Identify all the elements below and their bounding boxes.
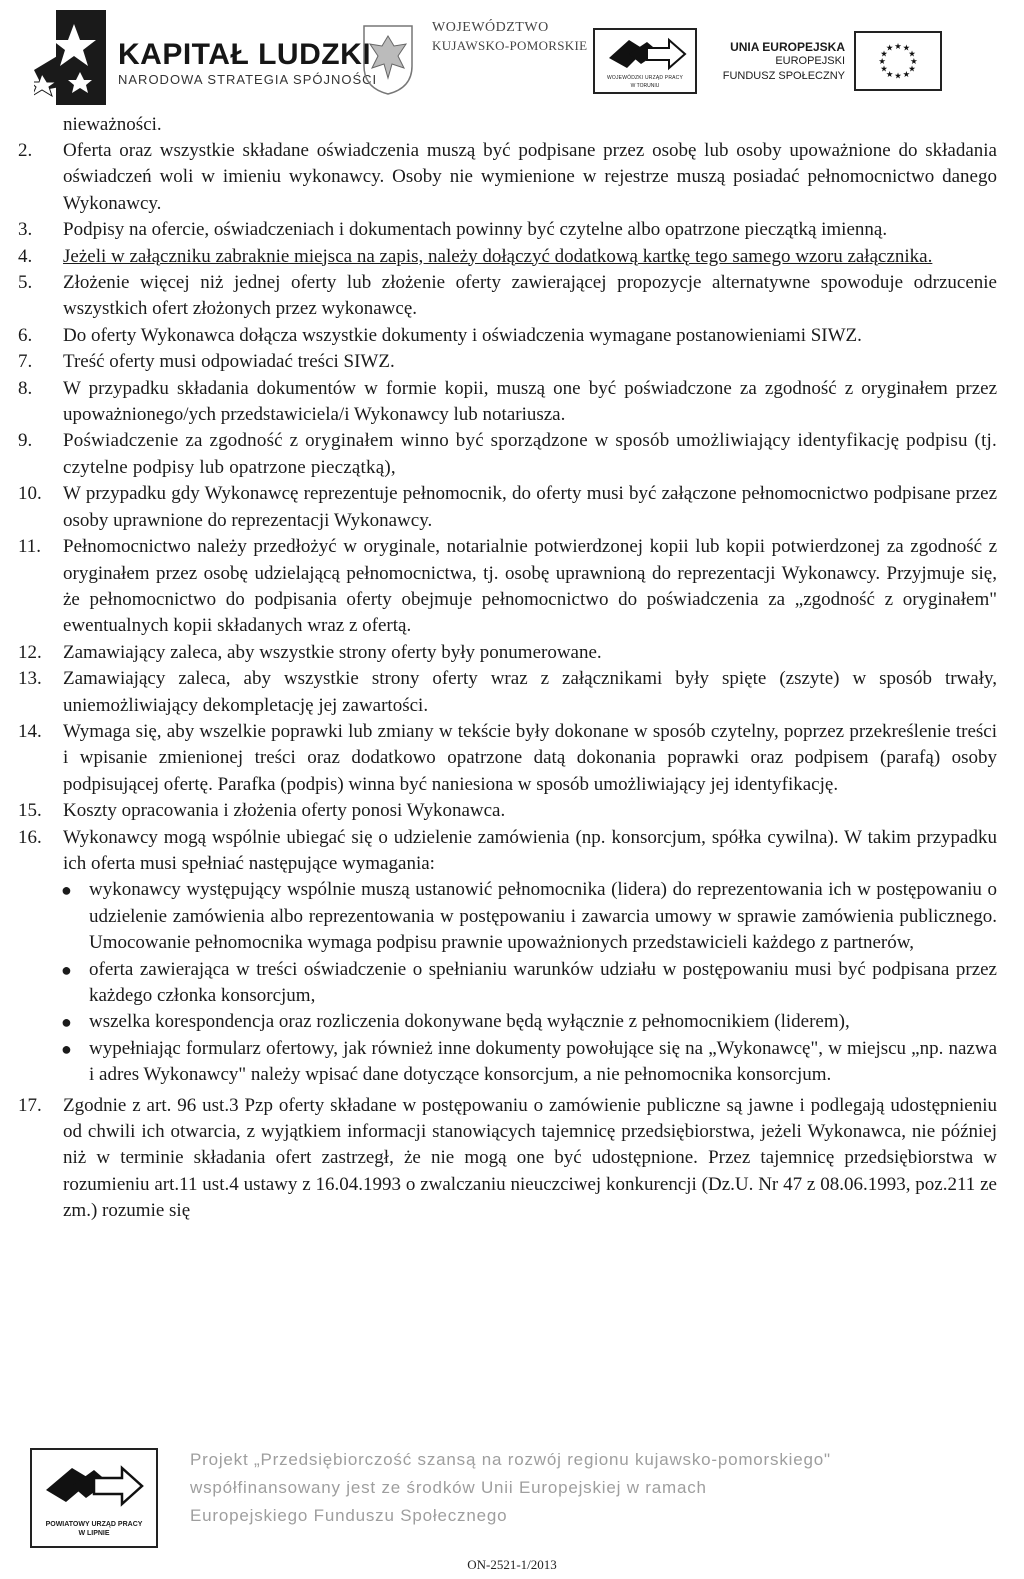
voivodeship-name-line2: KUJAWSKO-POMORSKIE bbox=[432, 38, 588, 53]
eu-name-line1: UNIA EUROPEJSKA bbox=[730, 40, 845, 54]
item-number: 3. bbox=[18, 219, 33, 241]
document-number: ON-2521-1/2013 bbox=[467, 1557, 557, 1572]
pup-name-line1: POWIATOWY URZĄD PRACY bbox=[45, 1521, 143, 1528]
svg-text:★: ★ bbox=[902, 68, 911, 79]
list-item bbox=[0, 640, 997, 666]
list-item bbox=[0, 323, 997, 349]
project-note-line3: Europejskiego Funduszu Społecznego bbox=[190, 1506, 508, 1525]
bullet-item bbox=[63, 1036, 997, 1089]
voivodeship-emblem-icon bbox=[360, 22, 416, 96]
item-number: 16. bbox=[18, 826, 42, 848]
item-text-underlined: Jeżeli w załączniku zabraknie miejsca na zapis, należy dołączyć dodatkową kartkę tego samego wzoru załącznika. bbox=[63, 245, 933, 267]
bullet-icon: ● bbox=[61, 1012, 72, 1033]
svg-text:★: ★ bbox=[885, 42, 894, 53]
bullet-text: wypełniając formularz ofertowy, jak również inne dokumenty powołujące się na „Wykonawcę", w miejscu „np. nazwa i adres Wykonawcy" należy wpisać dane dotyczące konsorcjum, a nie pełnomocnika konsorcjum. bbox=[89, 1037, 997, 1086]
item-number: 9. bbox=[18, 430, 33, 452]
eu-flag-icon bbox=[854, 31, 942, 91]
page-header bbox=[0, 0, 1024, 110]
item-text: Oferta oraz wszystkie składane oświadczenia muszą być podpisane przez osobę lub osoby upoważnione do składania oświadczeń woli w imieniu wykonawcy. Osoby nie wymienione w rejestrze muszą posiadać pełnomocnictwo danego Wykonawcy. bbox=[63, 140, 997, 214]
bullet-item bbox=[63, 957, 997, 1010]
item-text: Treść oferty musi odpowiadać treści SIWZ. bbox=[63, 351, 395, 373]
list-item bbox=[0, 376, 997, 429]
svg-text:★: ★ bbox=[908, 48, 916, 59]
svg-text:★: ★ bbox=[878, 55, 886, 66]
item-number: 12. bbox=[18, 641, 42, 663]
instructions-list bbox=[0, 138, 1024, 1225]
item-text: Złożenie więcej niż jednej oferty lub złożenie oferty zawierającej propozycje alternatywne spowoduje odrzucenie wszystkich ofert złożonych przez wykonawcę. bbox=[63, 272, 997, 320]
item-number: 8. bbox=[18, 377, 33, 399]
item-text: W przypadku składania dokumentów w formie kopii, muszą one być poświadczone za zgodność z oryginałem przez upoważnionego/ych przedstawiciela/i Wykonawcy lub notariusza. bbox=[63, 377, 997, 426]
eu-name-line3: FUNDUSZ SPOŁECZNY bbox=[722, 70, 845, 82]
list-item bbox=[0, 244, 997, 270]
wup-arrow-icon bbox=[607, 34, 687, 74]
item-number: 17. bbox=[18, 1094, 42, 1116]
svg-text:★: ★ bbox=[908, 63, 916, 74]
svg-text:★: ★ bbox=[885, 68, 894, 79]
item-number: 7. bbox=[18, 351, 33, 373]
list-item bbox=[0, 428, 997, 481]
pup-name-line2: W LIPNIE bbox=[78, 1530, 110, 1537]
voivodeship-name-line1: WOJEWÓDZTWO bbox=[432, 20, 549, 35]
item-text: Wykonawcy mogą wspólnie ubiegać się o udzielenie zamówienia (np. konsorcjum, spółka cywilna). W takim przypadku ich oferta musi spełniać następujące wymagania: bbox=[63, 826, 997, 874]
item-number: 4. bbox=[18, 245, 33, 267]
bullet-icon: ● bbox=[61, 1038, 72, 1059]
item-text: Wymaga się, aby wszelkie poprawki lub zmiany w tekście były dokonane w sposób czytelny, poprzez przekreślenie treści i wpisanie zmienionej treści oraz dodatkowo opatrzone datą dokonania poprawki oraz podpisem (parafą) osoby podpisującej ofertę. Parafka (podpis) winna być naniesiona w sposób umożliwiający jej identyfikację. bbox=[63, 720, 997, 795]
item-number: 10. bbox=[18, 483, 42, 505]
project-note-line2: współfinansowany jest ze środków Unii Europejskiej w ramach bbox=[190, 1478, 707, 1497]
item-number: 14. bbox=[18, 720, 42, 742]
pup-logo bbox=[30, 1448, 158, 1548]
item-text: Zamawiający zaleca, aby wszystkie strony oferty wraz z załącznikami były spięte (zszyte) w sposób trwały, uniemożliwiający dekompletację jej zawartości. bbox=[63, 668, 997, 716]
kapital-ludzki-logo-icon bbox=[34, 10, 106, 105]
list-item bbox=[0, 138, 997, 217]
bullet-item bbox=[63, 877, 997, 956]
list-item bbox=[0, 270, 997, 323]
wup-name-line1: WOJEWÓDZKI URZĄD PRACY bbox=[606, 75, 684, 81]
list-item bbox=[0, 666, 997, 719]
eu-name-line2: EUROPEJSKI bbox=[775, 55, 845, 67]
svg-text:★: ★ bbox=[902, 42, 911, 53]
list-item bbox=[0, 217, 997, 243]
bullet-item bbox=[63, 1009, 997, 1035]
bullet-icon: ● bbox=[61, 959, 72, 980]
item-text: W przypadku gdy Wykonawcę reprezentuje pełnomocnik, do oferty musi być załączone pełnomocnictwo podpisane przez osoby uprawnione do reprezentacji Wykonawcy. bbox=[63, 483, 997, 531]
svg-text:★: ★ bbox=[880, 48, 888, 59]
wup-logo bbox=[593, 28, 697, 94]
item-number: 13. bbox=[18, 668, 42, 690]
continuation-text: nieważności. bbox=[63, 114, 162, 135]
list-item bbox=[0, 798, 997, 824]
item-text: Zgodnie z art. 96 ust.3 Pzp oferty składane w postępowaniu o zamówienie publiczne są jawne i podlegają udostępnieniu od chwili ich otwarcia, z wyjątkiem informacji stanowiących tajemnicę przedsiębiorstwa, jeżeli Wykonawca, nie później niż w terminie składania ofert zastrzegł, że nie mogą one być udostępnione. Przez tajemnicę przedsiębiorstwa w rozumieniu art.11 ust.4 ustawy z 16.04.1993 o zwalczaniu nieuczciwej konkurencji (Dz.U. Nr 47 z 08.06.1993, poz.211 ze zm.) rozumie się bbox=[63, 1094, 997, 1222]
kapital-ludzki-title: KAPITAŁ LUDZKI bbox=[118, 38, 372, 71]
kapital-ludzki-subtitle: NARODOWA STRATEGIA SPÓJNOŚCI bbox=[118, 72, 378, 87]
item-text: Koszty opracowania i złożenia oferty ponosi Wykonawca. bbox=[63, 800, 506, 822]
item-number: 15. bbox=[18, 800, 42, 822]
svg-text:★: ★ bbox=[894, 40, 902, 51]
project-note-line1: Projekt „Przedsiębiorczość szansą na rozwój regionu kujawsko-pomorskiego" bbox=[190, 1450, 831, 1469]
bullet-text: wykonawcy występujący wspólnie muszą ustanowić pełnomocnika (lidera) do reprezentowania ich w postępowaniu o udzielenie zamówienia albo reprezentowania w postępowaniu i zawarcia umowy w sprawie zamówienia publicznego. Umocowanie pełnomocnika wymaga podpisu prawnie upoważnionych przedstawicieli każdego z partnerów, bbox=[89, 879, 997, 954]
list-item bbox=[0, 825, 997, 1089]
wup-name-line2: W TORUNIU bbox=[630, 83, 660, 89]
bullet-text: oferta zawierająca w treści oświadczenie o spełnianiu warunków udziału w postępowaniu musi być podpisana przez każdego członka konsorcjum, bbox=[89, 958, 997, 1006]
item-number: 11. bbox=[18, 536, 42, 558]
svg-text:★: ★ bbox=[880, 63, 888, 74]
item-number: 5. bbox=[18, 272, 33, 294]
bullet-text: wszelka korespondencja oraz rozliczenia dokonywane będą wyłącznie z pełnomocnikiem (liderem), bbox=[89, 1011, 850, 1033]
item-text: Podpisy na ofercie, oświadczeniach i dokumentach powinny być czytelne albo opatrzone pieczątką imienną. bbox=[63, 219, 888, 241]
item-text: Do oferty Wykonawca dołącza wszystkie dokumenty i oświadczenia wymagane postanowieniami SIWZ. bbox=[63, 324, 862, 346]
consortium-requirements-list bbox=[63, 877, 997, 1088]
svg-text:★: ★ bbox=[894, 70, 902, 81]
item-number: 2. bbox=[18, 140, 33, 161]
list-item bbox=[0, 481, 997, 534]
svg-text:★: ★ bbox=[910, 55, 918, 66]
bullet-icon: ● bbox=[61, 880, 72, 901]
page-footer bbox=[0, 1440, 1024, 1579]
list-item bbox=[0, 534, 997, 640]
list-item bbox=[0, 1093, 997, 1225]
item-number: 6. bbox=[18, 324, 33, 346]
list-item bbox=[0, 349, 997, 375]
pup-arrow-icon bbox=[42, 1460, 146, 1512]
item-text: Poświadczenie za zgodność z oryginałem winno być sporządzone w sposób umożliwiający identyfikację podpisu (tj. czytelne podpisy lub opatrzone pieczątką), bbox=[63, 430, 997, 478]
item-text: Pełnomocnictwo należy przedłożyć w oryginale, notarialnie potwierdzonej kopii lub kopii potwierdzonej za zgodność z oryginałem przez osobę udzielającą pełnomocnictwa, tj. osobę uprawnioną do reprezentacji Wykonawcy. Przyjmuje się, że pełnomocnictwo do podpisania oferty obejmuje pełnomocnictwo do poświadczenia za „zgodność z oryginałem" ewentualnych kopii składanych wraz z ofertą. bbox=[63, 536, 997, 637]
list-item bbox=[0, 719, 997, 798]
item-text: Zamawiający zaleca, aby wszystkie strony oferty były ponumerowane. bbox=[63, 641, 602, 663]
